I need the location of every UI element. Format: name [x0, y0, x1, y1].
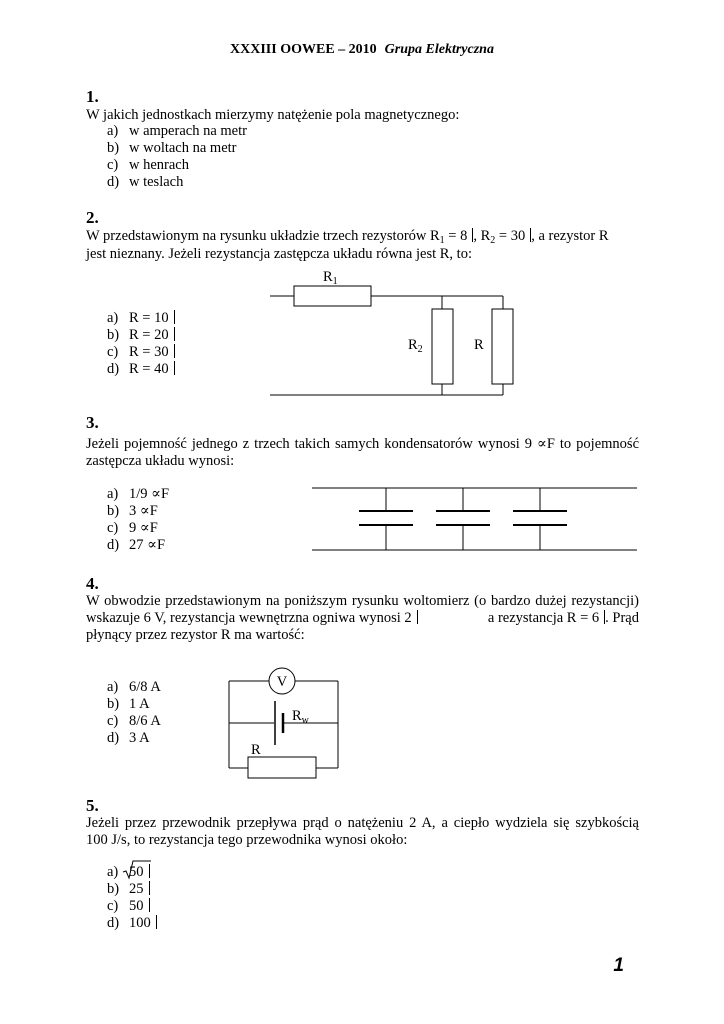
q3-line2: zastępcza układu wynosi:	[86, 453, 235, 469]
q4-line2: wskazuje 6 V, rezystancja wewnętrzna ogniwa wynosi 2 a rezystancja R = 6 . Prąd	[86, 610, 639, 626]
q3-option-d[interactable]: d) 27 ∝F	[107, 537, 166, 553]
ohm-bar	[156, 915, 157, 929]
q2-option-c[interactable]: c) R = 30	[107, 344, 175, 361]
q3-line1: Jeżeli pojemność jednego z trzech takich samych kondensatorów wynosi 9 ∝F to pojemność	[86, 436, 639, 452]
q5-option-a[interactable]: a) 50	[107, 864, 157, 881]
q1-option-d[interactable]: d) w teslach	[107, 174, 184, 190]
q3-option-b[interactable]: b) 3 ∝F	[107, 503, 158, 519]
q5-option-b[interactable]: b) 25	[107, 881, 157, 898]
q2-line1: W przedstawionym na rysunku układzie trzech rezystorów $R_1 = 8$ , $R_2 = 30$ , a rezystor R	[86, 228, 609, 246]
label-rw: $R_w$	[292, 708, 309, 726]
ohm-bar	[149, 898, 150, 912]
q1-number: 1.	[86, 87, 99, 106]
q5-option-d[interactable]: d) 100	[107, 915, 157, 932]
q1-option-b[interactable]: b) w woltach na metr	[107, 140, 237, 156]
voltmeter-label: V	[276, 674, 288, 690]
label-r1: $R_1$	[323, 269, 338, 287]
q4-option-c[interactable]: c) 8/6 A	[107, 713, 161, 729]
q4-option-d[interactable]: d) 3 A	[107, 730, 150, 746]
q5-line2: 100 J/s, to rezystancja tego przewodnika wynosi około:	[86, 832, 408, 848]
q5-option-c[interactable]: c) 50	[107, 898, 157, 915]
q5-number: 5.	[86, 796, 99, 815]
page-number: 1	[613, 955, 624, 976]
q4-line3: płynący przez rezystor R ma wartość:	[86, 627, 305, 643]
q2-option-d[interactable]: d) R = 40	[107, 361, 175, 378]
sqrt-value: 50	[129, 864, 144, 881]
q1-option-a[interactable]: a) w amperach na metr	[107, 123, 247, 139]
label-r: R	[251, 742, 261, 758]
q5-options	[107, 864, 157, 932]
q2-option-a[interactable]: a) R = 10	[107, 310, 175, 327]
q3-number: 3.	[86, 413, 99, 432]
q2-number: 2.	[86, 208, 99, 227]
q5-line1: Jeżeli przez przewodnik przepływa prąd o natężeniu 2 A, a ciepło wydziela się szybkością	[86, 815, 639, 831]
q1-option-c[interactable]: c) w henrach	[107, 157, 189, 173]
sqrt-icon	[123, 859, 153, 881]
q3-option-a[interactable]: a) 1/9 ∝F	[107, 486, 170, 502]
q4-line1: W obwodzie przedstawionym na poniższym rysunku woltomierz (o bardzo dużej rezystancji)	[86, 593, 639, 609]
q3-option-c[interactable]: c) 9 ∝F	[107, 520, 158, 536]
q2-line2: jest nieznany. Jeżeli rezystancja zastępcza układu równa jest R, to:	[86, 246, 472, 262]
ohm-bar	[149, 881, 150, 895]
resistor-r	[248, 757, 316, 778]
q2-option-b[interactable]: b) R = 20	[107, 327, 175, 344]
header-title: XXXIII OOWEE – 2010	[230, 42, 377, 57]
header-group: Grupa Elektryczna	[384, 42, 494, 57]
q1-text: W jakich jednostkach mierzymy natężenie pola magnetycznego:	[86, 107, 460, 123]
label-r2: $R_2$	[408, 337, 423, 355]
q4-option-b[interactable]: b) 1 A	[107, 696, 150, 712]
q4-option-a[interactable]: a) 6/8 A	[107, 679, 161, 695]
q4-number: 4.	[86, 574, 99, 593]
label-r: R	[474, 337, 484, 353]
